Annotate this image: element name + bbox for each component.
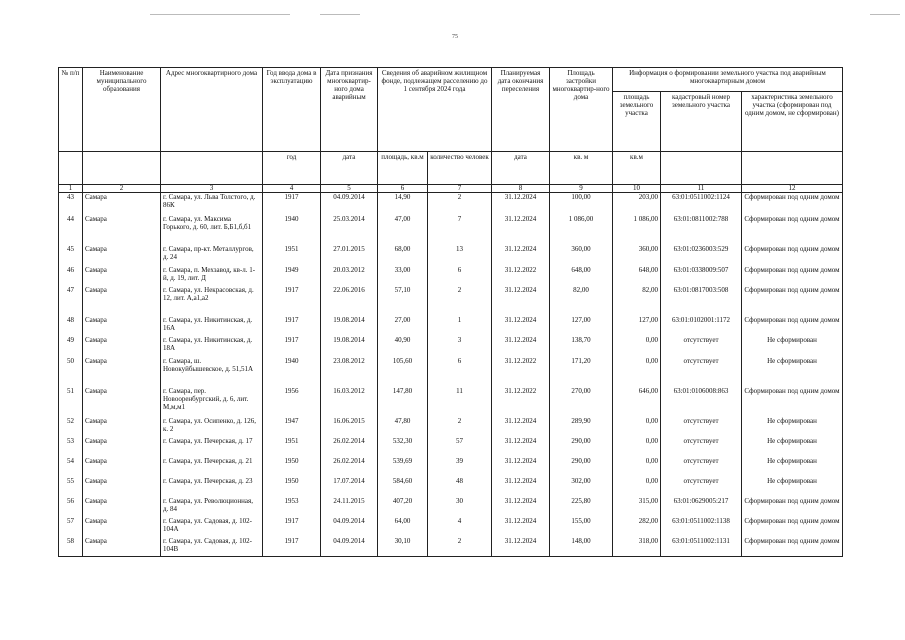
date-recognized-cell: 26.02.2014 [321, 457, 378, 477]
land-area-cell: 646,00 [613, 387, 661, 417]
row-number: 46 [59, 266, 83, 286]
scan-artifact-line [150, 14, 290, 15]
column-number: 3 [161, 185, 263, 193]
year-cell: 1951 [263, 245, 321, 266]
year-cell: 1950 [263, 457, 321, 477]
table-row [59, 437, 843, 457]
cadastral-cell: отсутствует [661, 417, 742, 437]
municipality-cell: Самара [83, 517, 161, 537]
date-recognized-cell: 16.03.2012 [321, 387, 378, 417]
area-cell: 47,00 [378, 215, 428, 245]
address-cell: г. Самара, ул. Льва Толстого, д. 86К [161, 193, 263, 215]
municipality-cell: Самара [83, 266, 161, 286]
header-cadastral: кадастровый номер земельного участка [661, 92, 742, 152]
cadastral-cell: отсутствует [661, 357, 742, 387]
table-row [59, 457, 843, 477]
date-recognized-cell: 27.01.2015 [321, 245, 378, 266]
year-cell: 1951 [263, 437, 321, 457]
header-land-area: площадь земельного участка [613, 92, 661, 152]
table-row [59, 286, 843, 316]
header-unit-area: площадь, кв.м [378, 152, 428, 185]
area-cell: 532,30 [378, 437, 428, 457]
row-number: 44 [59, 215, 83, 245]
address-cell: г. Самара, ул. Печерская, д. 21 [161, 457, 263, 477]
cadastral-cell: 63:01:0106008:863 [661, 387, 742, 417]
table-row [59, 266, 843, 286]
address-cell: г. Самара, ул. Никитинская, д. 18А [161, 336, 263, 357]
cadastral-cell: 63:01:0511002:1131 [661, 537, 742, 557]
characteristic-cell: Сформирован под одним домом [742, 193, 843, 215]
area-cell: 27,00 [378, 316, 428, 336]
cadastral-cell: отсутствует [661, 457, 742, 477]
area-cell: 68,00 [378, 245, 428, 266]
year-cell: 1953 [263, 497, 321, 517]
planned-date-cell: 31.12.2024 [492, 336, 550, 357]
land-area-cell: 0,00 [613, 437, 661, 457]
build-area-cell: 225,80 [550, 497, 613, 517]
municipality-cell: Самара [83, 477, 161, 497]
header-unit-empty [742, 152, 843, 185]
date-recognized-cell: 04.09.2014 [321, 193, 378, 215]
year-cell: 1917 [263, 336, 321, 357]
row-number: 48 [59, 316, 83, 336]
row-number: 49 [59, 336, 83, 357]
land-area-cell: 127,00 [613, 316, 661, 336]
land-area-cell: 0,00 [613, 336, 661, 357]
column-number: 4 [263, 185, 321, 193]
header-planned-date: Планируемая дата окончания переселения [492, 68, 550, 152]
column-number: 5 [321, 185, 378, 193]
year-cell: 1917 [263, 316, 321, 336]
land-area-cell: 0,00 [613, 477, 661, 497]
planned-date-cell: 31.12.2024 [492, 286, 550, 316]
header-unit-date2: дата [492, 152, 550, 185]
people-cell: 2 [428, 286, 492, 316]
build-area-cell: 171,20 [550, 357, 613, 387]
people-cell: 13 [428, 245, 492, 266]
table-row [59, 357, 843, 387]
row-number: 54 [59, 457, 83, 477]
people-cell: 11 [428, 387, 492, 417]
column-number: 9 [550, 185, 613, 193]
planned-date-cell: 31.12.2024 [492, 215, 550, 245]
municipality-cell: Самара [83, 497, 161, 517]
row-number: 56 [59, 497, 83, 517]
people-cell: 6 [428, 266, 492, 286]
planned-date-cell: 31.12.2024 [492, 193, 550, 215]
header-date-recognized: Дата признания многоквартир-ного дома аварийным [321, 68, 378, 152]
cadastral-cell: отсутствует [661, 336, 742, 357]
cadastral-cell: 63:01:0102001:1172 [661, 316, 742, 336]
table-body [59, 193, 843, 557]
municipality-cell: Самара [83, 336, 161, 357]
header-unit-date: дата [321, 152, 378, 185]
address-cell: г. Самара, ул. Осипенко, д. 126, к. 2 [161, 417, 263, 437]
build-area-cell: 302,00 [550, 477, 613, 497]
header-year: Год ввода дома в эксплуатацию [263, 68, 321, 152]
cadastral-cell: 63:01:0511002:1124 [661, 193, 742, 215]
year-cell: 1956 [263, 387, 321, 417]
address-cell: г. Самара, ул. Печерская, д. 17 [161, 437, 263, 457]
area-cell: 47,80 [378, 417, 428, 437]
date-recognized-cell: 23.08.2012 [321, 357, 378, 387]
area-cell: 64,00 [378, 517, 428, 537]
planned-date-cell: 31.12.2022 [492, 266, 550, 286]
municipality-cell: Самара [83, 215, 161, 245]
page-marker: 75 [452, 34, 458, 40]
header-municipality: Наименование муниципального образования [83, 68, 161, 152]
row-number: 43 [59, 193, 83, 215]
planned-date-cell: 31.12.2024 [492, 537, 550, 557]
header-unit-empty [59, 152, 83, 185]
row-number: 45 [59, 245, 83, 266]
column-number: 11 [661, 185, 742, 193]
planned-date-cell: 31.12.2024 [492, 517, 550, 537]
date-recognized-cell: 19.08.2014 [321, 316, 378, 336]
table-row [59, 193, 843, 215]
table-row [59, 316, 843, 336]
characteristic-cell: Сформирован под одним домом [742, 215, 843, 245]
cadastral-cell: 63:01:0817003:508 [661, 286, 742, 316]
build-area-cell: 360,00 [550, 245, 613, 266]
area-cell: 57,10 [378, 286, 428, 316]
table-row [59, 417, 843, 437]
land-area-cell: 315,00 [613, 497, 661, 517]
area-cell: 33,00 [378, 266, 428, 286]
build-area-cell: 290,00 [550, 437, 613, 457]
address-cell: г. Самара, ул. Революционная, д. 84 [161, 497, 263, 517]
year-cell: 1940 [263, 357, 321, 387]
characteristic-cell: Не сформирован [742, 477, 843, 497]
column-number-row [59, 185, 843, 193]
area-cell: 584,60 [378, 477, 428, 497]
people-cell: 4 [428, 517, 492, 537]
table-row [59, 477, 843, 497]
build-area-cell: 155,00 [550, 517, 613, 537]
scan-artifact-line [320, 14, 360, 15]
land-area-cell: 1 086,00 [613, 215, 661, 245]
cadastral-cell: 63:01:0338009:507 [661, 266, 742, 286]
cadastral-cell: отсутствует [661, 437, 742, 457]
build-area-cell: 82,00 [550, 286, 613, 316]
people-cell: 39 [428, 457, 492, 477]
land-area-cell: 648,00 [613, 266, 661, 286]
header-land-info: Информация о формировании земельного участка под аварийным многоквартирным домом [613, 68, 843, 92]
people-cell: 2 [428, 193, 492, 215]
cadastral-cell: 63:01:0629005:217 [661, 497, 742, 517]
year-cell: 1917 [263, 517, 321, 537]
address-cell: г. Самара, ул. Некрасовская, д. 12, лит. А,а1,а2 [161, 286, 263, 316]
people-cell: 3 [428, 336, 492, 357]
characteristic-cell: Сформирован под одним домом [742, 316, 843, 336]
characteristic-cell: Сформирован под одним домом [742, 266, 843, 286]
header-unit-sqm2: кв.м [613, 152, 661, 185]
year-cell: 1917 [263, 537, 321, 557]
land-area-cell: 360,00 [613, 245, 661, 266]
date-recognized-cell: 24.11.2015 [321, 497, 378, 517]
table-row [59, 537, 843, 557]
municipality-cell: Самара [83, 316, 161, 336]
header-unit-empty [83, 152, 161, 185]
characteristic-cell: Сформирован под одним домом [742, 245, 843, 266]
land-area-cell: 203,00 [613, 193, 661, 215]
year-cell: 1950 [263, 477, 321, 497]
municipality-cell: Самара [83, 387, 161, 417]
header-unit-empty [661, 152, 742, 185]
planned-date-cell: 31.12.2022 [492, 357, 550, 387]
date-recognized-cell: 25.03.2014 [321, 215, 378, 245]
land-area-cell: 82,00 [613, 286, 661, 316]
land-area-cell: 0,00 [613, 457, 661, 477]
build-area-cell: 270,00 [550, 387, 613, 417]
year-cell: 1940 [263, 215, 321, 245]
area-cell: 30,10 [378, 537, 428, 557]
scan-artifact-line [870, 14, 900, 15]
row-number: 47 [59, 286, 83, 316]
row-number: 51 [59, 387, 83, 417]
characteristic-cell: Сформирован под одним домом [742, 286, 843, 316]
emergency-housing-table [58, 67, 843, 557]
row-number: 50 [59, 357, 83, 387]
date-recognized-cell: 19.08.2014 [321, 336, 378, 357]
header-unit-sqm: кв. м [550, 152, 613, 185]
row-number: 55 [59, 477, 83, 497]
land-area-cell: 318,00 [613, 537, 661, 557]
address-cell: г. Самара, ул. Никитинская, д. 16А [161, 316, 263, 336]
date-recognized-cell: 17.07.2014 [321, 477, 378, 497]
date-recognized-cell: 16.06.2015 [321, 417, 378, 437]
characteristic-cell: Не сформирован [742, 457, 843, 477]
header-unit-year: год [263, 152, 321, 185]
date-recognized-cell: 26.02.2014 [321, 437, 378, 457]
characteristic-cell: Сформирован под одним домом [742, 497, 843, 517]
build-area-cell: 138,70 [550, 336, 613, 357]
address-cell: г. Самара, ул. Садовая, д. 102-104В [161, 537, 263, 557]
row-number: 52 [59, 417, 83, 437]
year-cell: 1949 [263, 266, 321, 286]
build-area-cell: 100,00 [550, 193, 613, 215]
column-number: 10 [613, 185, 661, 193]
address-cell: г. Самара, ул. Максима Горького, д. 60, лит. Б,Б1,б,б1 [161, 215, 263, 245]
people-cell: 2 [428, 417, 492, 437]
date-recognized-cell: 22.06.2016 [321, 286, 378, 316]
table-row [59, 517, 843, 537]
characteristic-cell: Не сформирован [742, 336, 843, 357]
cadastral-cell: 63:01:0511002:1138 [661, 517, 742, 537]
header-unit-people: количество человек [428, 152, 492, 185]
people-cell: 6 [428, 357, 492, 387]
people-cell: 48 [428, 477, 492, 497]
characteristic-cell: Не сформирован [742, 437, 843, 457]
land-area-cell: 0,00 [613, 357, 661, 387]
people-cell: 2 [428, 537, 492, 557]
header-emergency-fund: Сведения об аварийном жилищном фонде, подлежащем расселению до 1 сентября 2024 года [378, 68, 492, 152]
address-cell: г. Самара, п. Мехзавод, кв-л. 1-й, д. 19, лит. Д [161, 266, 263, 286]
area-cell: 105,60 [378, 357, 428, 387]
municipality-cell: Самара [83, 457, 161, 477]
header-address: Адрес многоквартирного дома [161, 68, 263, 152]
year-cell: 1947 [263, 417, 321, 437]
table-row [59, 336, 843, 357]
planned-date-cell: 31.12.2022 [492, 387, 550, 417]
municipality-cell: Самара [83, 417, 161, 437]
header-characteristic: характеристика земельного участка (сформирован под одним домом, не сформирован) [742, 92, 843, 152]
address-cell: г. Самара, ул. Печерская, д. 23 [161, 477, 263, 497]
planned-date-cell: 31.12.2024 [492, 437, 550, 457]
address-cell: г. Самара, ш. Новокуйбышевское, д. 51,51А [161, 357, 263, 387]
date-recognized-cell: 20.03.2012 [321, 266, 378, 286]
planned-date-cell: 31.12.2024 [492, 497, 550, 517]
column-number: 2 [83, 185, 161, 193]
year-cell: 1917 [263, 286, 321, 316]
people-cell: 57 [428, 437, 492, 457]
address-cell: г. Самара, ул. Садовая, д. 102-104А [161, 517, 263, 537]
table-row [59, 497, 843, 517]
people-cell: 7 [428, 215, 492, 245]
land-area-cell: 282,00 [613, 517, 661, 537]
planned-date-cell: 31.12.2024 [492, 417, 550, 437]
characteristic-cell: Не сформирован [742, 417, 843, 437]
address-cell: г. Самара, пр-кт. Металлургов, д. 24 [161, 245, 263, 266]
municipality-cell: Самара [83, 193, 161, 215]
planned-date-cell: 31.12.2024 [492, 457, 550, 477]
area-cell: 539,69 [378, 457, 428, 477]
header-no: № п/п [59, 68, 83, 152]
people-cell: 30 [428, 497, 492, 517]
municipality-cell: Самара [83, 286, 161, 316]
date-recognized-cell: 04.09.2014 [321, 517, 378, 537]
municipality-cell: Самара [83, 245, 161, 266]
build-area-cell: 648,00 [550, 266, 613, 286]
column-number: 12 [742, 185, 843, 193]
area-cell: 407,20 [378, 497, 428, 517]
column-number: 8 [492, 185, 550, 193]
header-unit-empty [161, 152, 263, 185]
build-area-cell: 290,00 [550, 457, 613, 477]
area-cell: 147,80 [378, 387, 428, 417]
date-recognized-cell: 04.09.2014 [321, 537, 378, 557]
characteristic-cell: Сформирован под одним домом [742, 387, 843, 417]
cadastral-cell: 63:01:0236003:529 [661, 245, 742, 266]
characteristic-cell: Не сформирован [742, 357, 843, 387]
build-area-cell: 127,00 [550, 316, 613, 336]
planned-date-cell: 31.12.2024 [492, 316, 550, 336]
people-cell: 1 [428, 316, 492, 336]
table-row [59, 387, 843, 417]
build-area-cell: 148,00 [550, 537, 613, 557]
table-row [59, 245, 843, 266]
area-cell: 14,90 [378, 193, 428, 215]
municipality-cell: Самара [83, 437, 161, 457]
municipality-cell: Самара [83, 537, 161, 557]
area-cell: 40,90 [378, 336, 428, 357]
row-number: 53 [59, 437, 83, 457]
column-number: 6 [378, 185, 428, 193]
build-area-cell: 1 086,00 [550, 215, 613, 245]
land-area-cell: 0,00 [613, 417, 661, 437]
address-cell: г. Самара, пер. Новооренбургский, д. 6, лит. М,м,м1 [161, 387, 263, 417]
row-number: 57 [59, 517, 83, 537]
municipality-cell: Самара [83, 357, 161, 387]
column-number: 1 [59, 185, 83, 193]
planned-date-cell: 31.12.2024 [492, 245, 550, 266]
build-area-cell: 289,90 [550, 417, 613, 437]
column-number: 7 [428, 185, 492, 193]
planned-date-cell: 31.12.2024 [492, 477, 550, 497]
cadastral-cell: отсутствует [661, 477, 742, 497]
year-cell: 1917 [263, 193, 321, 215]
characteristic-cell: Сформирован под одним домом [742, 517, 843, 537]
characteristic-cell: Сформирован под одним домом [742, 537, 843, 557]
table-row [59, 215, 843, 245]
row-number: 58 [59, 537, 83, 557]
header-build-area: Площадь застройки многоквартир-ного дома [550, 68, 613, 152]
cadastral-cell: 63:01:0811002:788 [661, 215, 742, 245]
